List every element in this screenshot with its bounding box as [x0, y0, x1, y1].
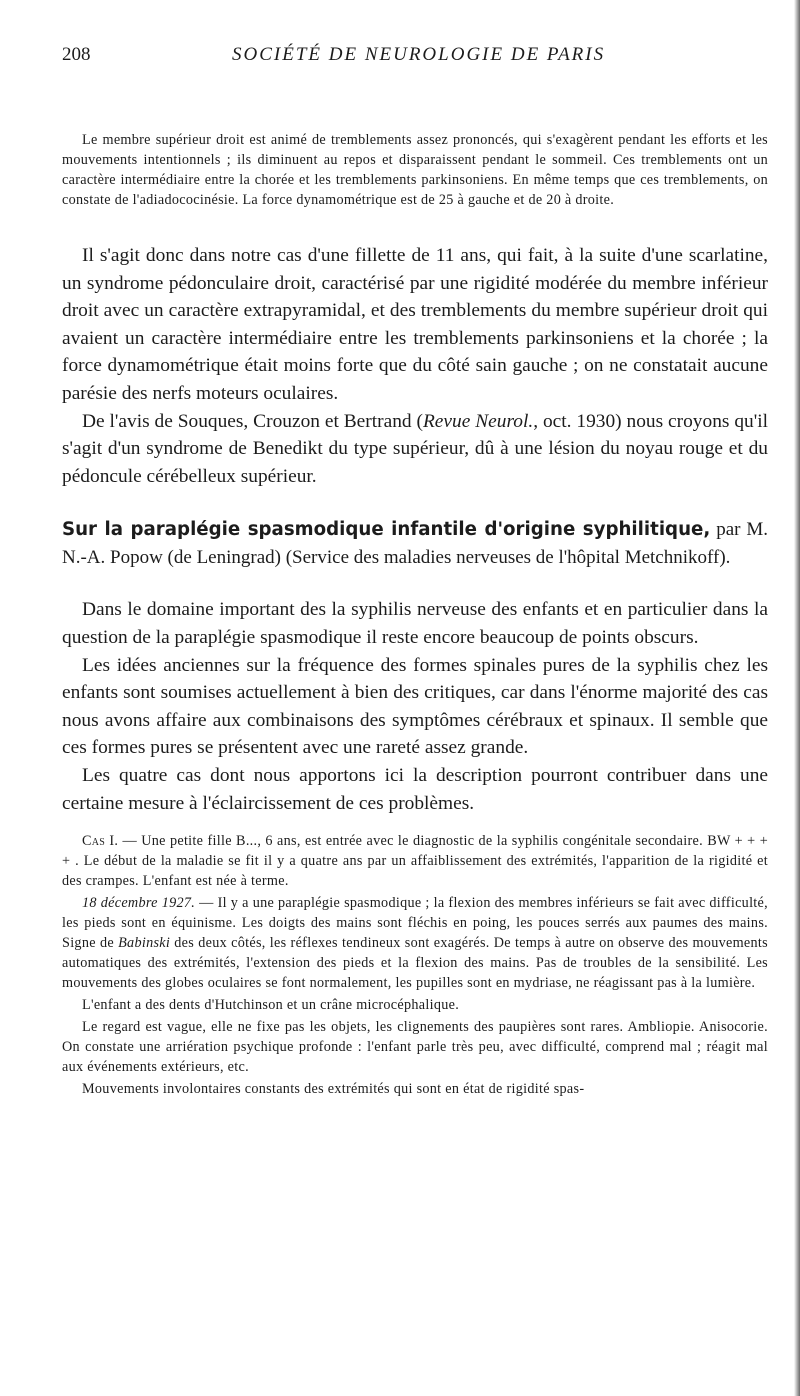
exam-date: 18 décembre 1927.: [82, 895, 196, 912]
case-1-paragraph: [62, 831, 768, 891]
case-1-paragraph-3: L'enfant a des dents d'Hutchinson et un crâne microcéphalique.: [82, 997, 460, 1014]
article-title: Sur la paraplégie spasmodique infantile d'origine syphilitique,: [62, 519, 711, 541]
conclusion-section: [62, 242, 768, 490]
citation-tail: , oct. 1930) nous croyons qu'il s'agit d'un syndrome de Benedikt du type supérieur, dû à une lésion du noyau rouge et du pédoncule cérébelleux supérieur.: [62, 410, 768, 487]
article-paragraph-1: Dans le domaine important des la syphilis nerveuse des enfants et en particulier dans la question de la paraplégie spasmodique il reste encore beaucoup de points obscurs.: [62, 599, 768, 648]
scan-edge-shadow: [794, 0, 800, 1396]
case-1-paragraph-5: Mouvements involontaires constants des extrémités qui sont en état de rigidité spas-: [82, 1081, 585, 1098]
book-page: [62, 44, 768, 1101]
article-paragraph-3: Les quatre cas dont nous apportons ici la description pourront contribuer dans une certaine mesure à l'éclaircissement de ces problèmes.: [62, 764, 768, 814]
intro-section: [62, 130, 768, 210]
article-byline: par M. N.-A. Popow (de Leningrad) (Service des maladies nerveuses de l'hôpital Metchnikoff).: [62, 519, 769, 569]
case-1-label: Cas I.: [82, 833, 119, 850]
page-number: 208: [62, 44, 91, 65]
article-body: [62, 596, 768, 817]
article-paragraph-2: Les idées anciennes sur la fréquence des formes spinales pures de la syphilis chez les enfants sont soumises actuellement à bien des critiques, car dans l'énorme majorité des cas nous avons affaire aux combinaisons des symptômes cérébraux et spinaux. Il semble que ces formes pures se présentent avec une rareté assez grande.: [62, 654, 768, 759]
case-1-text: — Une petite fille B..., 6 ans, est entrée avec le diagnostic de la syphilis congénitale secondaire. BW + + + + . Le début de la maladie se fit il y a quatre ans par un affaiblissement des extrémités, l'apparition de la rigidité et des crampes. L'enfant est née à terme.: [62, 833, 768, 890]
case-report: [62, 831, 768, 1099]
exam-text: — Il y a une paraplégie spasmodique ; la flexion des membres inférieurs se fait avec difficulté, les pieds sont en équinisme. Les doigts des mains sont fléchis en poing, les pouces serrés aux paumes des mains. Signe de: [62, 895, 768, 952]
citation-lead: De l'avis de Souques, Crouzon et Bertrand (: [82, 410, 423, 432]
article-heading: [62, 516, 768, 572]
conclusion-paragraph-2: [62, 408, 768, 491]
journal-title: SOCIÉTÉ DE NEUROLOGIE DE PARIS: [232, 44, 606, 65]
conclusion-paragraph-1: Il s'agit donc dans notre cas d'une fillette de 11 ans, qui fait, à la suite d'une scarlatine, un syndrome pédonculaire droit, caractérisé par une rigidité modérée du membre inférieur droit avec un caractère extrapyramidal, et des tremblements du membre supérieur droit qui avaient un caractère intermédiaire entre les tremblements parkinsoniens et la chorée ; la force dynamométrique était moins forte que du côté sain gauche ; on ne constatait aucune parésie des nerfs moteurs oculaires.: [62, 245, 768, 404]
running-head: [62, 44, 768, 82]
case-1-paragraph-4: Le regard est vague, elle ne fixe pas les objets, les clignements des paupières sont rares. Ambliopie. Anisocorie. On constate une arriération psychique profonde : l'enfant parle très peu, avec difficulté, comprend mal ; réagit mal aux événements extérieurs, etc.: [62, 1019, 768, 1076]
case-1-exam-paragraph: [62, 893, 768, 993]
babinski-name: Babinski: [118, 935, 171, 952]
exam-text-after: des deux côtés, les réflexes tendineux sont exagérés. De temps à autre on observe des mouvements automatiques des extrémités, l'extension des pieds et la flexion des mains. Pas de troubles de la sensibilité. Les mouvements des globes oculaires se font normalement, les pupilles sont en mydriase, ne réagissant pas à la lumière.: [62, 935, 768, 992]
citation-journal: Revue Neurol.: [422, 410, 534, 432]
intro-paragraph: Le membre supérieur droit est animé de tremblements assez prononcés, qui s'exagèrent pendant les efforts et les mouvements intentionnels ; ils diminuent au repos et disparaissent pendant le sommeil. Ces tremblements ont un caractère intermédiaire entre la chorée et les tremblements parkinsoniens. En même temps que ces tremblements, on constate de l'adiadococinésie. La force dynamométrique est de 25 à gauche et de 20 à droite.: [62, 132, 768, 208]
